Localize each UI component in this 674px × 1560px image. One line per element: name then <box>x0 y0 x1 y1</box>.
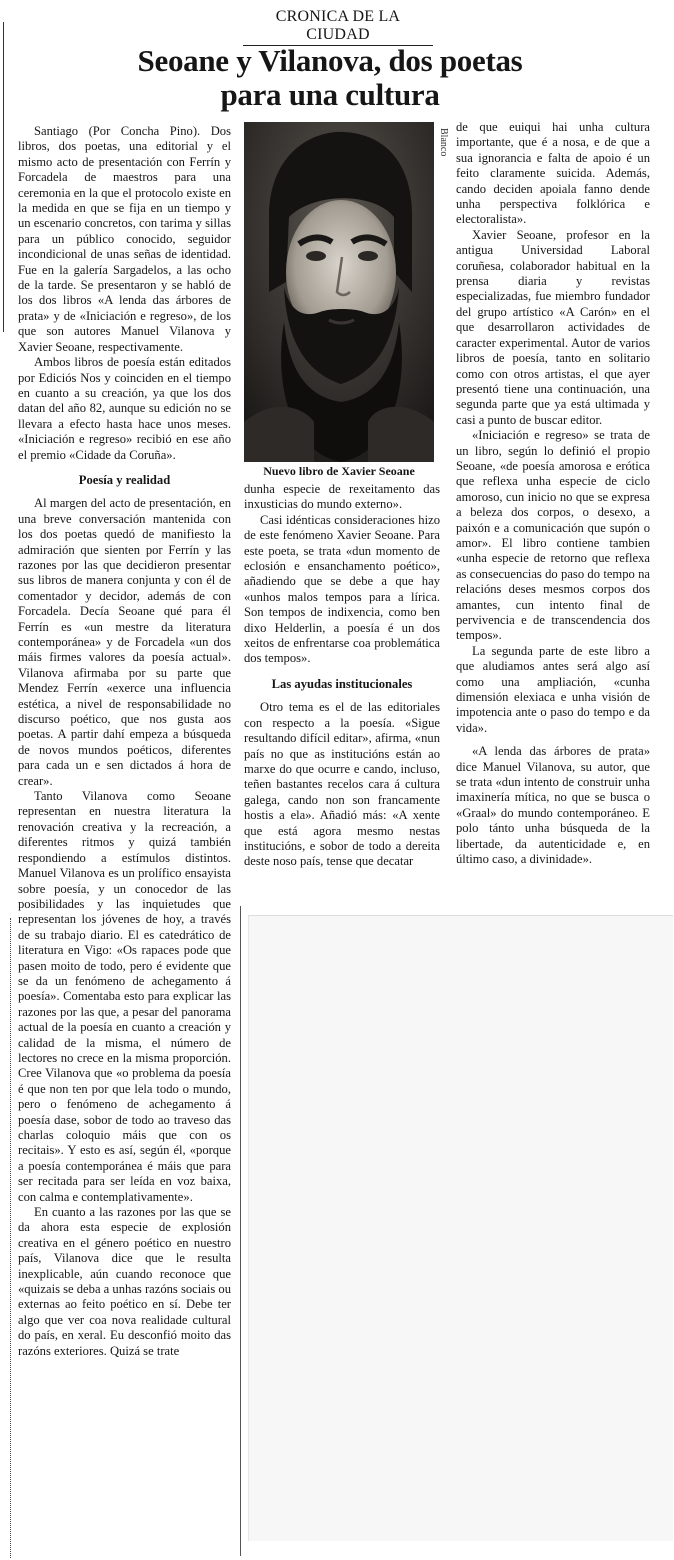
paragraph: Xavier Seoane, profesor en la antigua Universidad Laboral coruñesa, colaborador habitual en la prensa diaria y revistas especializadas, fue miembro fundador del grupo artístico «A Carón» en el que desarrollaron actividades de caracter experimental. Autor de varios libros de poesía, tanto en solitario como con otros artistas, el que ayer presentó tiene una continuación, una segunda parte que ya está ultimada y casi a punto de buscar editor. <box>456 227 650 427</box>
headline-line-2: para una cultura <box>220 77 440 112</box>
paragraph: Tanto Vilanova como Seoane representan en nuestra literatura la renovación creativa y la recreación, a diferentes ritmos y quizá también respondiendo a estímulos distintos. Manuel Vilanova es un prolífico ensayista sobre poesía, y un conocedor de las posibilidades y las inquietudes que representan los jóvenes de hoy, a través de su trabajo diario. El es catedrático de literatura en Vigo: «Os rapaces pode que pasen moito de todo, pero é evidente que se da un fenómeno de achegamento á poesía». Comentaba esto para explicar las razones por las que, a pesar del panorama actual de la poesía en cuanto a creación y calidad de la misma, el número de lectores no crece en la misma proporción. Cree Vilanova que «o problema da poesía é que non ten por que lela todo o mundo, pero o fenómeno de achegamento á poesía dase, sobor de todo ao traveso das charlas coloquio máis que con os recitais». Y esto es así, según él, «porque a poesía contemporánea é máis que para ser recitada para ser leída en voz baixa, con calma e contemplativamente». <box>18 789 231 1204</box>
subheading-poesia-y-realidad: Poesía y realidad <box>78 472 171 487</box>
paragraph: Al margen del acto de presentación, en una breve conversación mantenida con los dos poetas quedó de manifiesto la admiración que sienten por Ferrín y las razones por las que decidieron presentar sus libros de manera conjunta y con él de comentador y decidor, además de con Forcadela. Decía Seoane qué para él Ferrín es «un mestre da literatura contemporánea» y de Forcadela «un dos máis firmes valores da poesía actual». Vilanova afirmaba por su parte que Mendez Ferrín «exerce una influencia estética, a nivel de responsabilidade no discurso poético, que nos gusta aos poetas. A partir dahí empeza a búsqueda de novos mundos poéticos, diferentes para cada un e sen dictados á hora de crear». <box>18 496 231 788</box>
photo-credit: Blanco <box>438 128 449 157</box>
paragraph: Santiago (Por Concha Pino). Dos libros, dos poetas, una editorial y el mismo acto de presentación con Ferrín y Forcadela de maestros para una ceremonia en la que el protocolo existe en la medida en que se fija en un tiempo y un escenario concretos, con tarima y sillas para un público conocido, seguidor incondicional de unas señas de identidad. Fue en la galería Sargadelos, a las ocho de la tarde. Se presentaron y se habló de los dos libros «A lenda das árbores de prata» y de «Iniciación e regreso», de los que son autores Manuel Vilanova y Xavier Seoane, respectivamente. <box>18 124 231 354</box>
paragraph: dunha especie de rexeitamento das inxusticias do mundo externo». <box>244 482 440 512</box>
article-column-2 <box>244 482 440 902</box>
paragraph: «A lenda das árbores de prata» dice Manuel Vilanova, su autor, que se trata «dun intento de construir unha imaxinería mítica, no que se busca o «Graal» do mundo contemporáneo. E polo tánto unha búsqueda de la libertade, da autenticidade e, en último caso, a divinidade». <box>456 744 650 867</box>
left-dotted-rule <box>10 918 11 1558</box>
paragraph: En cuanto a las razones por las que se da ahora esta especie de explosión creativa en el género poético en nuestro país, Vilanova dice que le resulta inexplicable, aún cuando reconoce que «quizais se deba a unhas razóns sociais ou externas ao feito poético en sí. Debe ter algo que ver coa nova realidade cultural do país, en xeral. Eu desconfió moito das razóns exteriores. Quizá se trate <box>18 1205 231 1358</box>
article-column-1 <box>18 124 231 1549</box>
paragraph: Casi idénticas consideraciones hizo de este fenómeno Xavier Seoane. Para este poeta, se trata «dun momento de eclosión e ensanchamento poético», añadiendo que se debe a que hay «unhos malos tempos para a lírica. Son tempos de indixencia, como ben dixo Helderlin, a poesía é un dos xeitos de enfrentarse coa problemática dos tempos». <box>244 512 440 666</box>
paragraph: Otro tema es el de las editoriales con respecto a la poesía. «Sigue resultando difícil editar», afirma, «nun país no que as institucións están ao marxe do que ocurre e cando, incluso, teñen bastantes recelos cara á cultura galega, cando non son francamente hostis a ela». Añadió más: «A xente que está agora mesmo nestas institucións, e sobor de todo a dereita deste noso país, tense que decatar <box>244 700 440 869</box>
portrait-photo <box>244 122 434 462</box>
blank-area <box>248 915 673 1541</box>
section-header: CRONICA DE LA CIUDAD <box>243 8 433 46</box>
portrait-image <box>244 122 434 462</box>
paragraph: La segunda parte de este libro a que aludiamos antes será algo así como una ampliación, «cunha dimensión elexiaca e unha visión de impotencia ante o paso do tempo e da vida». <box>456 643 650 735</box>
paragraph: de que euiqui hai unha cultura importante, que é a nosa, e de que a sua ignorancia e falta de apoio é un feito claramente suicida. Además, cando deciden apoiala fanno dende unha perspectiva folklórica e electoralista». <box>456 120 650 227</box>
paragraph: Ambos libros de poesía están editados por Ediciós Nos y coinciden en el tiempo en cuanto a su creación, ya que los dos datan del año 82, aunque su edición no se llevara a efecto hasta hace unos meses. «Iniciación e regreso» recibió en ese año el premio «Cidade da Coruña». <box>18 355 231 462</box>
photo-caption: Nuevo libro de Xavier Seoane <box>263 464 415 478</box>
left-column-rule <box>3 22 4 332</box>
headline-line-1: Seoane y Vilanova, dos poetas <box>137 43 523 78</box>
subheading-ayudas-institucionales: Las ayudas institucionales <box>271 676 413 691</box>
middle-column-rule <box>240 906 241 1556</box>
paragraph: «Iniciación e regreso» se trata de un libro, según lo definió el propio Seoane, «de poesía amorosa e erótica que reflexa unha especie de ciclo amoroso, cun inicio no que se expresa a beleza dos corpos, o desexo, a paixón e a comunicación que supón o amor». El libro contiene tambien «unha especie de retorno que reflexa as consecuencias do paso do tempo na relacións deses mesmos corpos dos amantes, cun intento final de pervivencia e de transcendencia dos tempos». <box>456 428 650 643</box>
article-column-3 <box>456 120 650 905</box>
article-headline <box>100 44 560 112</box>
